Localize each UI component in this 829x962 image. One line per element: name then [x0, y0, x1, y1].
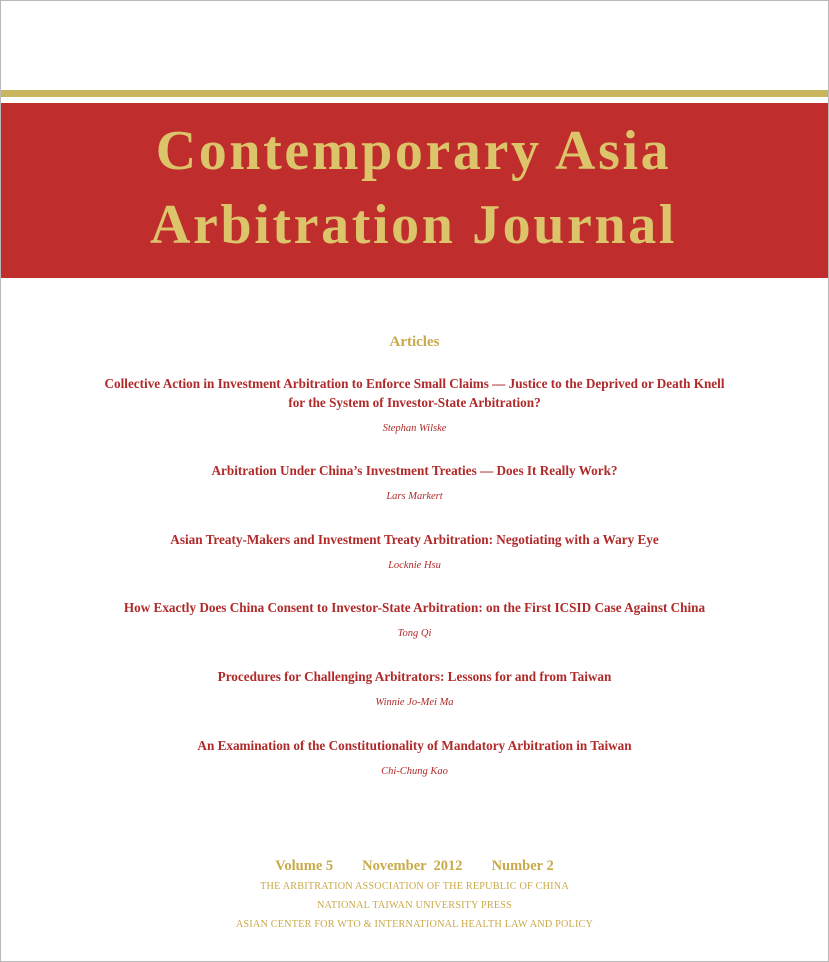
article-entry — [60, 461, 769, 504]
article-entry — [60, 598, 769, 641]
article-author: Locknie Hsu — [388, 560, 441, 571]
issue-number: Number 2 — [491, 858, 554, 874]
article-entry — [60, 736, 769, 779]
article-author: Lars Markert — [386, 491, 443, 502]
article-entry — [60, 374, 769, 436]
article-title: Procedures for Challenging Arbitrators: Lessons for and from Taiwan — [217, 669, 612, 684]
article-author: Chi-Chung Kao — [381, 766, 448, 777]
article-title: An Examination of the Constitutionality of Mandatory Arbitration in Taiwan — [197, 738, 632, 753]
gold-rule — [1, 90, 828, 97]
article-title: Arbitration Under China’s Investment Treaties — Does It Really Work? — [211, 463, 618, 478]
article-author: Tong Qi — [397, 628, 432, 639]
article-title: Asian Treaty-Makers and Investment Treaty Arbitration: Negotiating with a Wary Eye — [170, 532, 659, 547]
article-author: Stephan Wilske — [382, 423, 447, 434]
issue-date: November 2012 — [362, 858, 463, 874]
journal-title-line1: Contemporary Asia — [155, 120, 672, 182]
article-entry — [60, 530, 769, 573]
journal-title-line2: Arbitration Journal — [150, 194, 677, 256]
publisher-line: ASIAN CENTER FOR WTO & INTERNATIONAL HEALTH LAW AND POLICY — [235, 919, 594, 930]
publisher-line: THE ARBITRATION ASSOCIATION OF THE REPUBLIC OF CHINA — [260, 881, 569, 892]
article-title: How Exactly Does China Consent to Investor-State Arbitration: on the First ICSID Case Against China — [123, 600, 706, 615]
issue-volume: Volume 5 — [275, 858, 334, 874]
article-entry — [60, 667, 769, 710]
section-heading: Articles — [389, 334, 440, 350]
article-title — [60, 374, 769, 412]
article-author: Winnie Jo-Mei Ma — [375, 697, 454, 708]
publisher-line: NATIONAL TAIWAN UNIVERSITY PRESS — [316, 900, 513, 911]
issue-info — [0, 858, 829, 875]
article-title-line: Collective Action in Investment Arbitration to Enforce Small Claims — Justice to the Deprived or Death Knell — [104, 376, 725, 391]
article-title-line: for the System of Investor-State Arbitration? — [288, 395, 541, 410]
